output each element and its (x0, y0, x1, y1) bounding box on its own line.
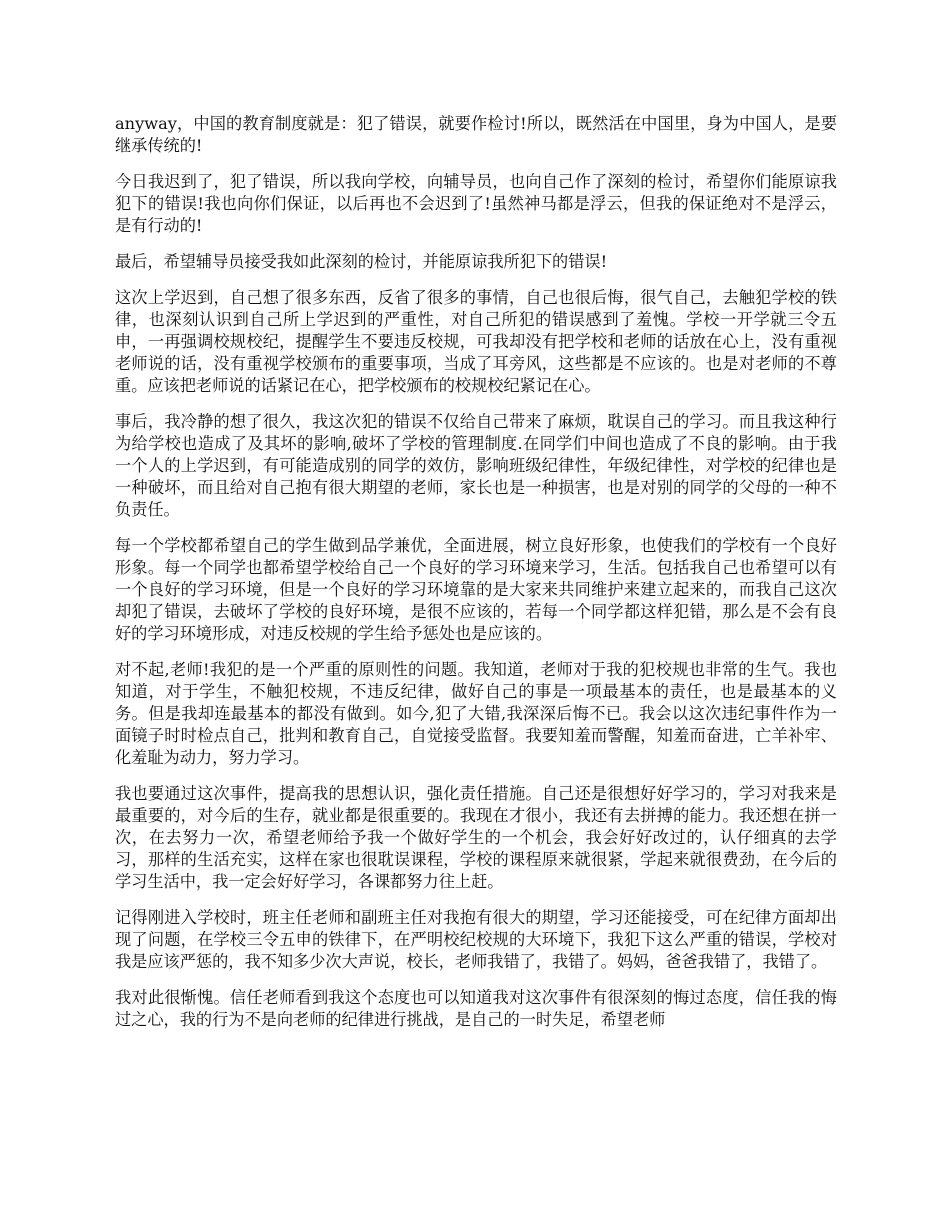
paragraph-2: 今日我迟到了，犯了错误，所以我向学校，向辅导员，也向自己作了深刻的检讨，希望你们能原谅我犯下的错误!我也向你们保证，以后再也不会迟到了!虽然神马都是浮云，但我的保证绝对不是浮云，是有行动的! (115, 172, 837, 235)
paragraph-5: 事后，我冷静的想了很久，我这次犯的错误不仅给自己带来了麻烦，耽误自己的学习。而且我这种行为给学校也造成了及其坏的影响,破坏了学校的管理制度.在同学们中间也造成了不良的影响。由于我一个人的上学迟到，有可能造成别的同学的效仿，影响班级纪律性，年级纪律性，对学校的纪律也是一种破坏，而且给对自己抱有很大期望的老师，家长也是一种损害，也是对别的同学的父母的一种不负责任。 (115, 412, 837, 519)
paragraph-6: 每一个学校都希望自己的学生做到品学兼优，全面进展，树立良好形象，也使我们的学校有一个良好形象。每一个同学也都希望学校给自己一个良好的学习环境来学习，生活。包括我自己也希望可以有一个良好的学习环境，但是一个良好的学习环境靠的是大家来共同维护来建立起来的，而我自己这次却犯了错误，去破坏了学校的良好环境，是很不应该的，若每一个同学都这样犯错，那么是不会有良好的学习环境形成，对违反校规的学生给予惩处也是应该的。 (115, 536, 837, 643)
paragraph-7: 对不起,老师!我犯的是一个严重的原则性的问题。我知道，老师对于我的犯校规也非常的生气。我也知道，对于学生，不触犯校规，不违反纪律，做好自己的事是一项最基本的责任，也是最基本的义务。但是我却连最基本的都没有做到。如今,犯了大错,我深深后悔不已。我会以这次违纪事件作为一面镜子时时检点自己，批判和教育自己，自觉接受监督。我要知羞而警醒，知羞而奋进，亡羊补牢、化羞耻为动力，努力学习。 (115, 660, 837, 767)
document-body (115, 113, 837, 1045)
paragraph-3: 最后，希望辅导员接受我如此深刻的检讨，并能原谅我所犯下的错误! (115, 252, 608, 271)
paragraph-10: 我对此很惭愧。信任老师看到我这个态度也可以知道我对这次事件有很深刻的悔过态度，信任我的悔过之心，我的行为不是向老师的纪律进行挑战，是自己的一时失足，希望老师 (115, 988, 837, 1029)
paragraph-9: 记得刚进入学校时，班主任老师和副班主任对我抱有很大的期望，学习还能接受，可在纪律方面却出现了问题，在学校三令五申的铁律下，在严明校纪校规的大环境下，我犯下这么严重的错误，学校对我是应该严惩的，我不知多少次大声说，校长，老师我错了，我错了。妈妈，爸爸我错了，我错了。 (115, 908, 837, 971)
paragraph-8: 我也要通过这次事件，提高我的思想认识，强化责任措施。自己还是很想好好学习的，学习对我来是最重要的，对今后的生存，就业都是很重要的。我现在才很小，我还有去拼搏的能力。我还想在拼一次，在去努力一次，希望老师给予我一个做好学生的一个机会，我会好好改过的，认仔细真的去学习，那样的生活充实，这样在家也很耽误课程，学校的课程原来就很紧，学起来就很费劲，在今后的学习生活中，我一定会好好学习，各课都努力往上赶。 (115, 784, 837, 891)
paragraph-4: 这次上学迟到，自己想了很多东西，反省了很多的事情，自己也很后悔，很气自己，去触犯学校的铁律，也深刻认识到自己所上学迟到的严重性，对自己所犯的错误感到了羞愧。学校一开学就三令五申，一再强调校规校纪，提醒学生不要违反校规，可我却没有把学校和老师的话放在心上，没有重视老师说的话，没有重视学校颁布的重要事项，当成了耳旁风，这些都是不应该的。也是对老师的不尊重。应该把老师说的话紧记在心，把学校颁布的校规校纪紧记在心。 (115, 288, 837, 395)
paragraph-1: anyway，中国的教育制度就是：犯了错误，就要作检讨!所以，既然活在中国里，身为中国人，是要继承传统的! (115, 114, 837, 155)
